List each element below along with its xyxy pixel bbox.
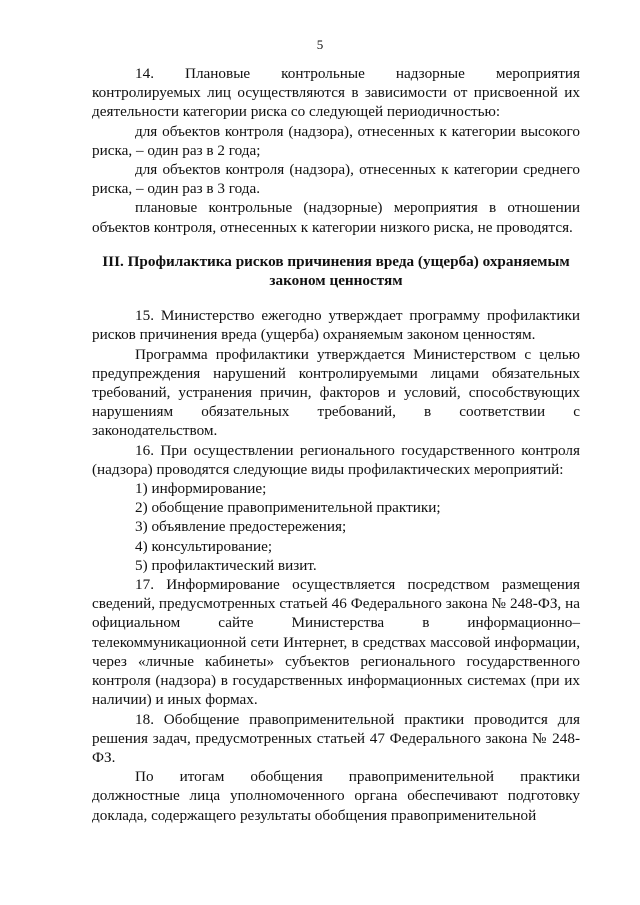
- paragraph-17: 17. Информирование осуществляется посредством размещения сведений, предусмотренных статьей 46 Федерального закона № 248-ФЗ, на официальном сайте Министерства в информационно–телекоммуникационной сети Интернет, в средствах массовой информации, через «личные кабинеты» субъектов регионального государственного контроля (надзора) в государственных информационных системах (при их наличии) и иных формах.: [92, 576, 580, 709]
- paragraph-18: 18. Обобщение правоприменительной практики проводится для решения задач, предусмотренных статьей 47 Федерального закона № 248-ФЗ.: [92, 710, 580, 766]
- paragraph-report: По итогам обобщения правоприменительной практики должностные лица уполномоченного органа обеспечивают подготовку доклада, содержащего результаты обобщения правоприменительной: [92, 768, 580, 824]
- page-number: 5: [316, 37, 324, 52]
- paragraph-15: 15. Министерство ежегодно утверждает программу профилактики рисков причинения вреда (ущерба) охраняемым законом ценностям.: [92, 307, 580, 344]
- list-item-visit: 5) профилактический визит.: [135, 556, 317, 574]
- paragraph-prevention-program: Программа профилактики утверждается Министерством с целью предупреждения нарушений контролируемыми лицами обязательных требований, устранения причин, факторов и условий, способствующих нарушениям обязательных требований, в соответствии с законодательством.: [92, 345, 580, 440]
- paragraph-high-risk: для объектов контроля (надзора), отнесенных к категории высокого риска, – один раз в 2 года;: [92, 122, 580, 159]
- list-item-consulting: 4) консультирование;: [135, 537, 273, 555]
- paragraph-low-risk: плановые контрольные (надзорные) мероприятия в отношении объектов контроля, отнесенных к категории низкого риска, не проводятся.: [92, 199, 580, 236]
- paragraph-14: 14. Плановые контрольные надзорные мероприятия контролируемых лиц осуществляются в зависимости от присвоенной их деятельности категории риска со следующей периодичностью:: [92, 65, 580, 121]
- list-item-informing: 1) информирование;: [135, 480, 267, 498]
- list-item-warning: 3) объявление предостережения;: [135, 518, 347, 536]
- section-heading: III. Профилактика рисков причинения вреда (ущерба) охраняемым законом ценностям: [102, 252, 570, 290]
- paragraph-16: 16. При осуществлении регионального государственного контроля (надзора) проводятся следующие виды профилактических мероприятий:: [92, 441, 580, 478]
- document-body: [92, 64, 580, 825]
- list-item-generalization: 2) обобщение правоприменительной практики;: [135, 499, 441, 517]
- paragraph-medium-risk: для объектов контроля (надзора), отнесенных к категории среднего риска, – один раз в 3 года.: [92, 161, 580, 198]
